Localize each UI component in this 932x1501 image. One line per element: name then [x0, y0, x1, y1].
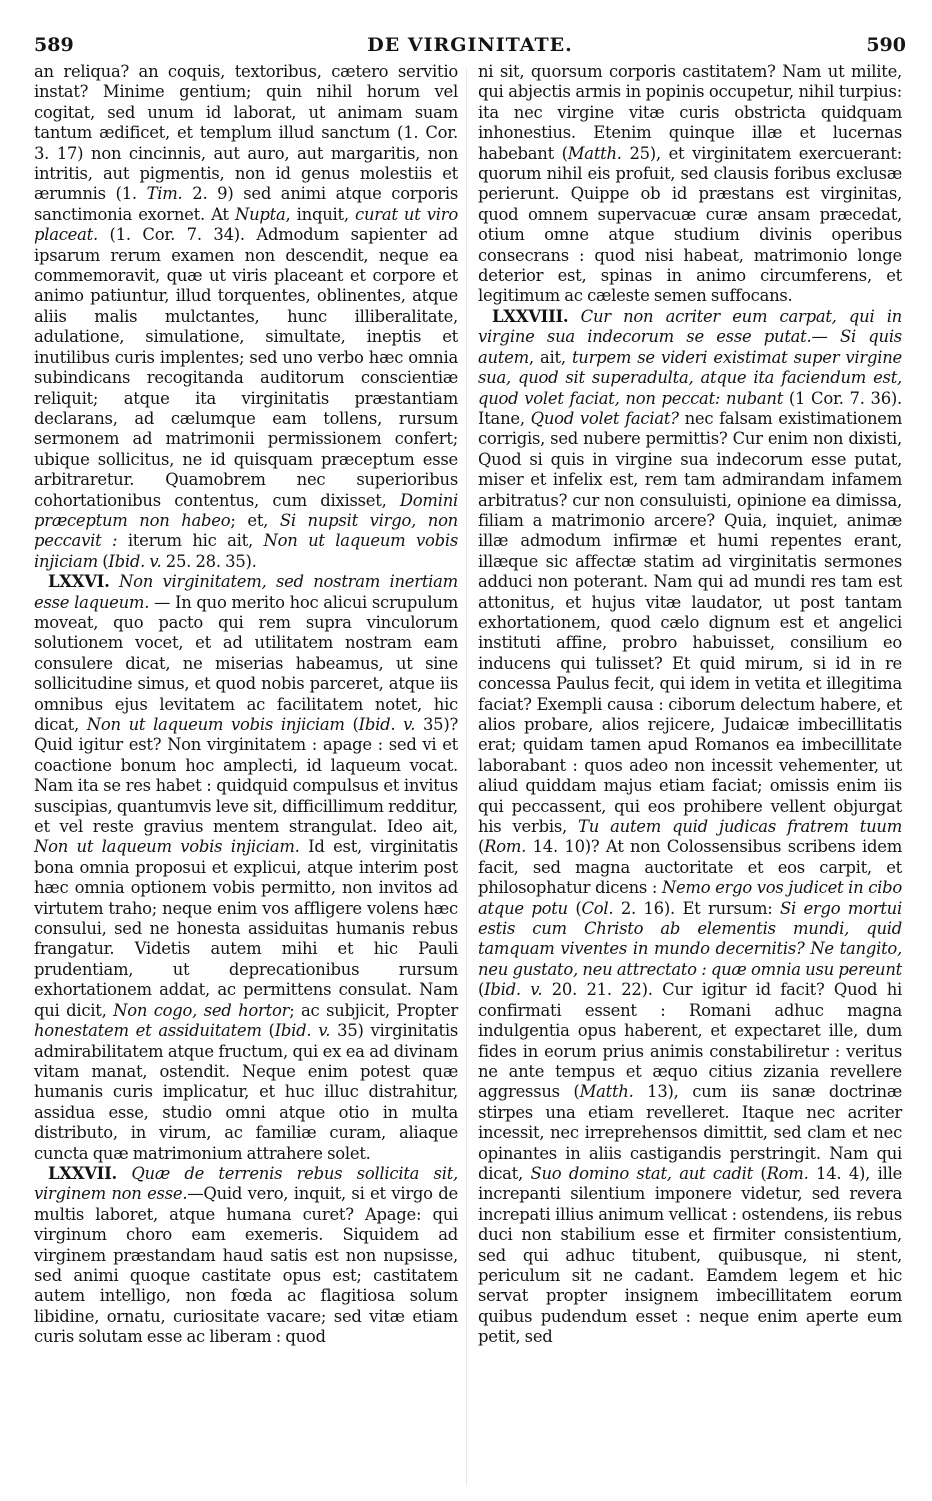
right-column: [478, 62, 902, 1487]
italic-run: Quod volet faciat?: [530, 408, 679, 428]
italic-run: Ibid. v.: [358, 715, 416, 734]
text-run: (: [567, 898, 582, 918]
italic-run: Si ergo mortui estis cum Christo ab elementis mundi, quid tamquam viventes in mundo decernitis? Ne tangito, neu gustato, neu attrectato : quæ omnia usu pereunt: [478, 898, 902, 979]
text-run: 35) virginitatis admirabilitatem atque fructum, qui ex ea ad divinam vitam manat, ostendit. Neque enim potest quæ humanis curis implicatur, et huc illuc distrahitur, assidua esse, studio omni atque otio in multa distributo, in virum, ac familiæ curam, aliaque cuncta quæ matrimonium attrahere solet.: [34, 1021, 458, 1163]
section-rubric: Non virginitatem, sed nostram inertiam esse laqueum.: [34, 572, 458, 612]
italic-run: curat ut viro placeat.: [34, 204, 458, 245]
text-run: —Quid vero, inquit, si et virgo de multis laboret, atque humana curet? Apage: qui virginum choro eam exemeris. Siquidem ad virginem præstandam haud satis est non nupsisse, sed animi quoque castitate opus est; castitatem autem intelligo, non fœda ac flagitiosa solum libidine, ornatu, curiositate vacare; sed vitæ etiam curis solutam esse ac liberam : quod: [34, 1184, 458, 1347]
section-78: [478, 307, 902, 1348]
page-number-left: 589: [34, 34, 74, 56]
text-run: 25. 28. 35).: [161, 551, 257, 571]
italic-run: Non cogo, sed hortor: [113, 1000, 290, 1020]
text-run: (1. Cor. 7. 34). Admodum sapienter ad ipsarum rerum examen non descendit, neque ea commemoravit, quæ ut viris placeant et corpore et animo patiuntur, illud torquentes, oblinentes, atque aliis malis mulctantes, hunc illiberalitate, adulatione, simulatione, simultate, ineptis et inutilibus curis implentes; sed uno verbo hæc omnia subindicans recogitanda auditorum conscientiæ reliquit; atque ita virginitatis præstantiam declarans, ad cælumque eam tollens, rursum sermonem ad matrimonii permissionem confert; ubique sollicitus, ne id quisquam præceptum esse arbitraretur. Quamobrem nec superioribus cohortationibus contentus, cum dixisset,: [34, 225, 458, 510]
section-number: LXXVI.: [48, 572, 110, 592]
text-run: 14. 4), ille increpanti silentium imponere videtur, sed revera increpati illius animum vellicat : ostendens, iis rebus duci non stabilium esse et firmiter consistentium, sed qui adhuc titubent, quibusque, ni stent, periculum sit ne cadant. Eamdem legem et hic servat propter insignem imbecillitatem eorum quibus pudendum esset : neque enim aperte eum petit, sed: [478, 1163, 903, 1347]
italic-run: Ibid. v.: [274, 1021, 331, 1041]
italic-run: Si nupsit virgo, non peccavit :: [34, 510, 458, 551]
text-run: Id est, virginitatis bona omnia proposui et explicui, atque interim post hæc omnia optionem vobis permitto, non invitos ad virtutem traho; neque enim vos affligere volens hæc consului, sed ne honesta assiduitas humanis rebus frangatur. Videtis autem mihi et hic Pauli prudentiam, ut deprecationibus rursum exhortationem addat, ac permittens consulat. Nam qui dicit,: [34, 837, 458, 1020]
text-run: (1 Cor. 7. 36). Itane,: [478, 388, 902, 428]
section-rubric: Cur non acriter eum carpat, qui in virgine sua indecorum se esse putat.: [478, 306, 902, 347]
text-run: , inquit,: [285, 204, 356, 224]
italic-run: honestatem et assiduitatem: [34, 1021, 262, 1041]
text-run: ; ac subjicit, Propter: [289, 1000, 458, 1020]
text-run: —: [811, 327, 840, 347]
column-gutter: [466, 68, 467, 1486]
page-number-right: 590: [866, 34, 906, 56]
italic-run: Non ut laqueum vobis injiciam.: [34, 837, 300, 857]
italic-run: Col.: [581, 898, 614, 918]
text-run: ni sit, quorsum corporis castitatem? Nam ut milite, qui abjectis armis in popinis occupetur, nihil turpius: ita nec virgine vitæ curis obstricta quidquam inhonestius. Etenim quinque illæ et lucernas habebant (: [478, 62, 902, 163]
page-header: [30, 34, 910, 60]
text-run: 20. 21. 22). Cur igitur id facit? Quod hi confirmati essent : Romani adhuc magna indulgentia opus haberent, et expectaret ille, dum fides in eorum prius animis constabiliretur : veritus ne ante tempus et æquo citius zizania revellere aggressus (: [478, 980, 903, 1102]
left-column: [34, 62, 458, 1487]
italic-run: turpem se videri existimat super virgine sua, quod sit superadulta, atque ita faciendum est, quod volet faciat, non peccat: nubant: [478, 347, 903, 408]
text-run: (: [752, 1163, 767, 1183]
text-run: 13), cum iis sanæ doctrinæ stirpes una etiam revelleret. Itaque nec acriter incessit, nec irreprehensos dimittit, sed clam et nec opinantes in aliis castigandis perstringit. Nam qui dicat,: [478, 1082, 902, 1183]
text-run: — In quo merito hoc alicui scrupulum moveat, quo pacto qui rem supra vinculorum solutionem vocet, et ad utilitatem nostram eam consulere dicat, ne miserias habeamus, ut sine sollicitudine simus, et quod nobis parceret, atque iis omnibus ejus levitatem ac facilitatem notet, hic dicat,: [34, 592, 458, 734]
italic-run: Tu autem quid judicas fratrem tuum: [578, 817, 902, 837]
text-run: (: [97, 551, 109, 571]
italic-run: Tim.: [146, 184, 183, 204]
running-title: DE VIRGINITATE.: [367, 34, 573, 56]
text-run: an reliqua? an coquis, textoribus, cætero servitio instat? Minime gentium; quin nihil horum vel cogitat, sed unum id laborat, ut animam suam tantum ædificet, et templum illud sanctum (1. Cor. 3. 17) non cincinnis, aut auro, aut margaritis, non intritis, aut pigmentis, non id genus molestiis et ærumnis (1.: [34, 62, 458, 204]
text-run: 2. 9) sed animi atque corporis sanctimonia exornet. At: [34, 184, 458, 224]
text-run: (: [478, 980, 485, 1000]
text-run: 25), et virginitatem exercuerant: quorum nihil eis profuit, sed clausis foribus exclusæ perierunt. Quippe ob id præstans est virginitas, quod omnem supervacuæ curæ ansam præcedat, otium omne atque studium divinis operibus consecrans : quod nisi habeat, matrimonio longe deterior est, spinas in animo circumferens, et legitimum ac cæleste semen suffocans.: [478, 143, 902, 306]
text-run: (: [344, 715, 359, 734]
italic-run: Ibid. v.: [484, 980, 543, 1000]
italic-run: Nupta: [234, 204, 286, 224]
text-run: , ait,: [528, 347, 572, 367]
italic-run: Nemo ergo vos judicet in cibo atque potu: [478, 878, 902, 918]
text-run: nec falsam existimationem corrigis, sed nubere permittis? Cur enim non dixisti, Quod si quis in virgine sua indecorum esse putat, miser et infelix est, rem tam admirandam infamem arbitratus? cur non consuluisti, opinione ea dimissa, filiam a matrimonio arcere? Quia, inquiet, animæ illæ admodum infirmæ et humi repentes erant, illæque sic affectæ statim ad virginitatis sermones adduci non poterant. Nam qui ad mundi res tam est attonitus, et hujus vitæ laudator, ut post tantam exhortationem, quod cælo dignum est et angelici instituti affine, probro habuisset, consilium eo inducens qui tulisset? Et quid mirum, si id in re concessa Paulus fecit, qui idem in vetita et illegitima faciat? Exempli causa : ciborum delectum habere, et alios probare, alios rejicere, Judaicæ imbecillitatis erat; quidam tamen apud Romanos ea imbecillitate laborabant : quos adeo non incessit vehementer, ut aliud quiddam majus etiam faciat; omissis enim iis qui peccassent, qui eos prohibere vellent objurgat his verbis,: [478, 408, 902, 837]
italic-run: Matth.: [567, 143, 622, 163]
text-run: 14. 10)? At non Colossensibus scribens idem facit, sed magna auctoritate et eos carpit, et philosophatur dicens :: [478, 837, 902, 898]
italic-run: Rom.: [484, 837, 527, 857]
italic-run: Domini præceptum non habeo: [34, 490, 458, 530]
section-77: [34, 1164, 458, 1348]
section-76: [34, 572, 458, 1164]
italic-run: Si quis autem: [478, 327, 902, 367]
section-rubric: Quæ de terrenis rebus sollicita sit, virginem non esse.: [34, 1163, 458, 1204]
italic-run: Matth.: [579, 1082, 634, 1102]
section-number: LXXVIII.: [492, 306, 569, 326]
continued-paragraph: [478, 62, 902, 307]
italic-run: Ibid. v.: [108, 551, 162, 571]
italic-run: Suo domino stat, aut cadit: [530, 1163, 753, 1183]
continued-paragraph: [34, 62, 458, 572]
text-run: (: [261, 1021, 275, 1041]
text-run: ; et,: [230, 510, 280, 530]
text-run: 2. 16). Et rursum:: [613, 898, 780, 918]
italic-run: Rom.: [766, 1163, 809, 1183]
italic-run: Non ut laqueum vobis injiciam: [86, 715, 345, 734]
text-run: 35)? Quid igitur est? Non virginitatem : apage : sed vi et coactione bonum hoc amplecti, id laqueum vocat. Nam ita se res habet : quidquid compulsus et invitus suscipias, quantumvis leve sit, difficillimum redditur, et vel reste gravius mentem strangulat. Ideo ait,: [34, 715, 459, 837]
italic-run: Non ut laqueum vobis injiciam: [34, 531, 458, 571]
text-run: (: [478, 837, 485, 857]
text-run: iterum hic ait,: [117, 531, 264, 551]
section-number: LXXVII.: [48, 1163, 117, 1183]
